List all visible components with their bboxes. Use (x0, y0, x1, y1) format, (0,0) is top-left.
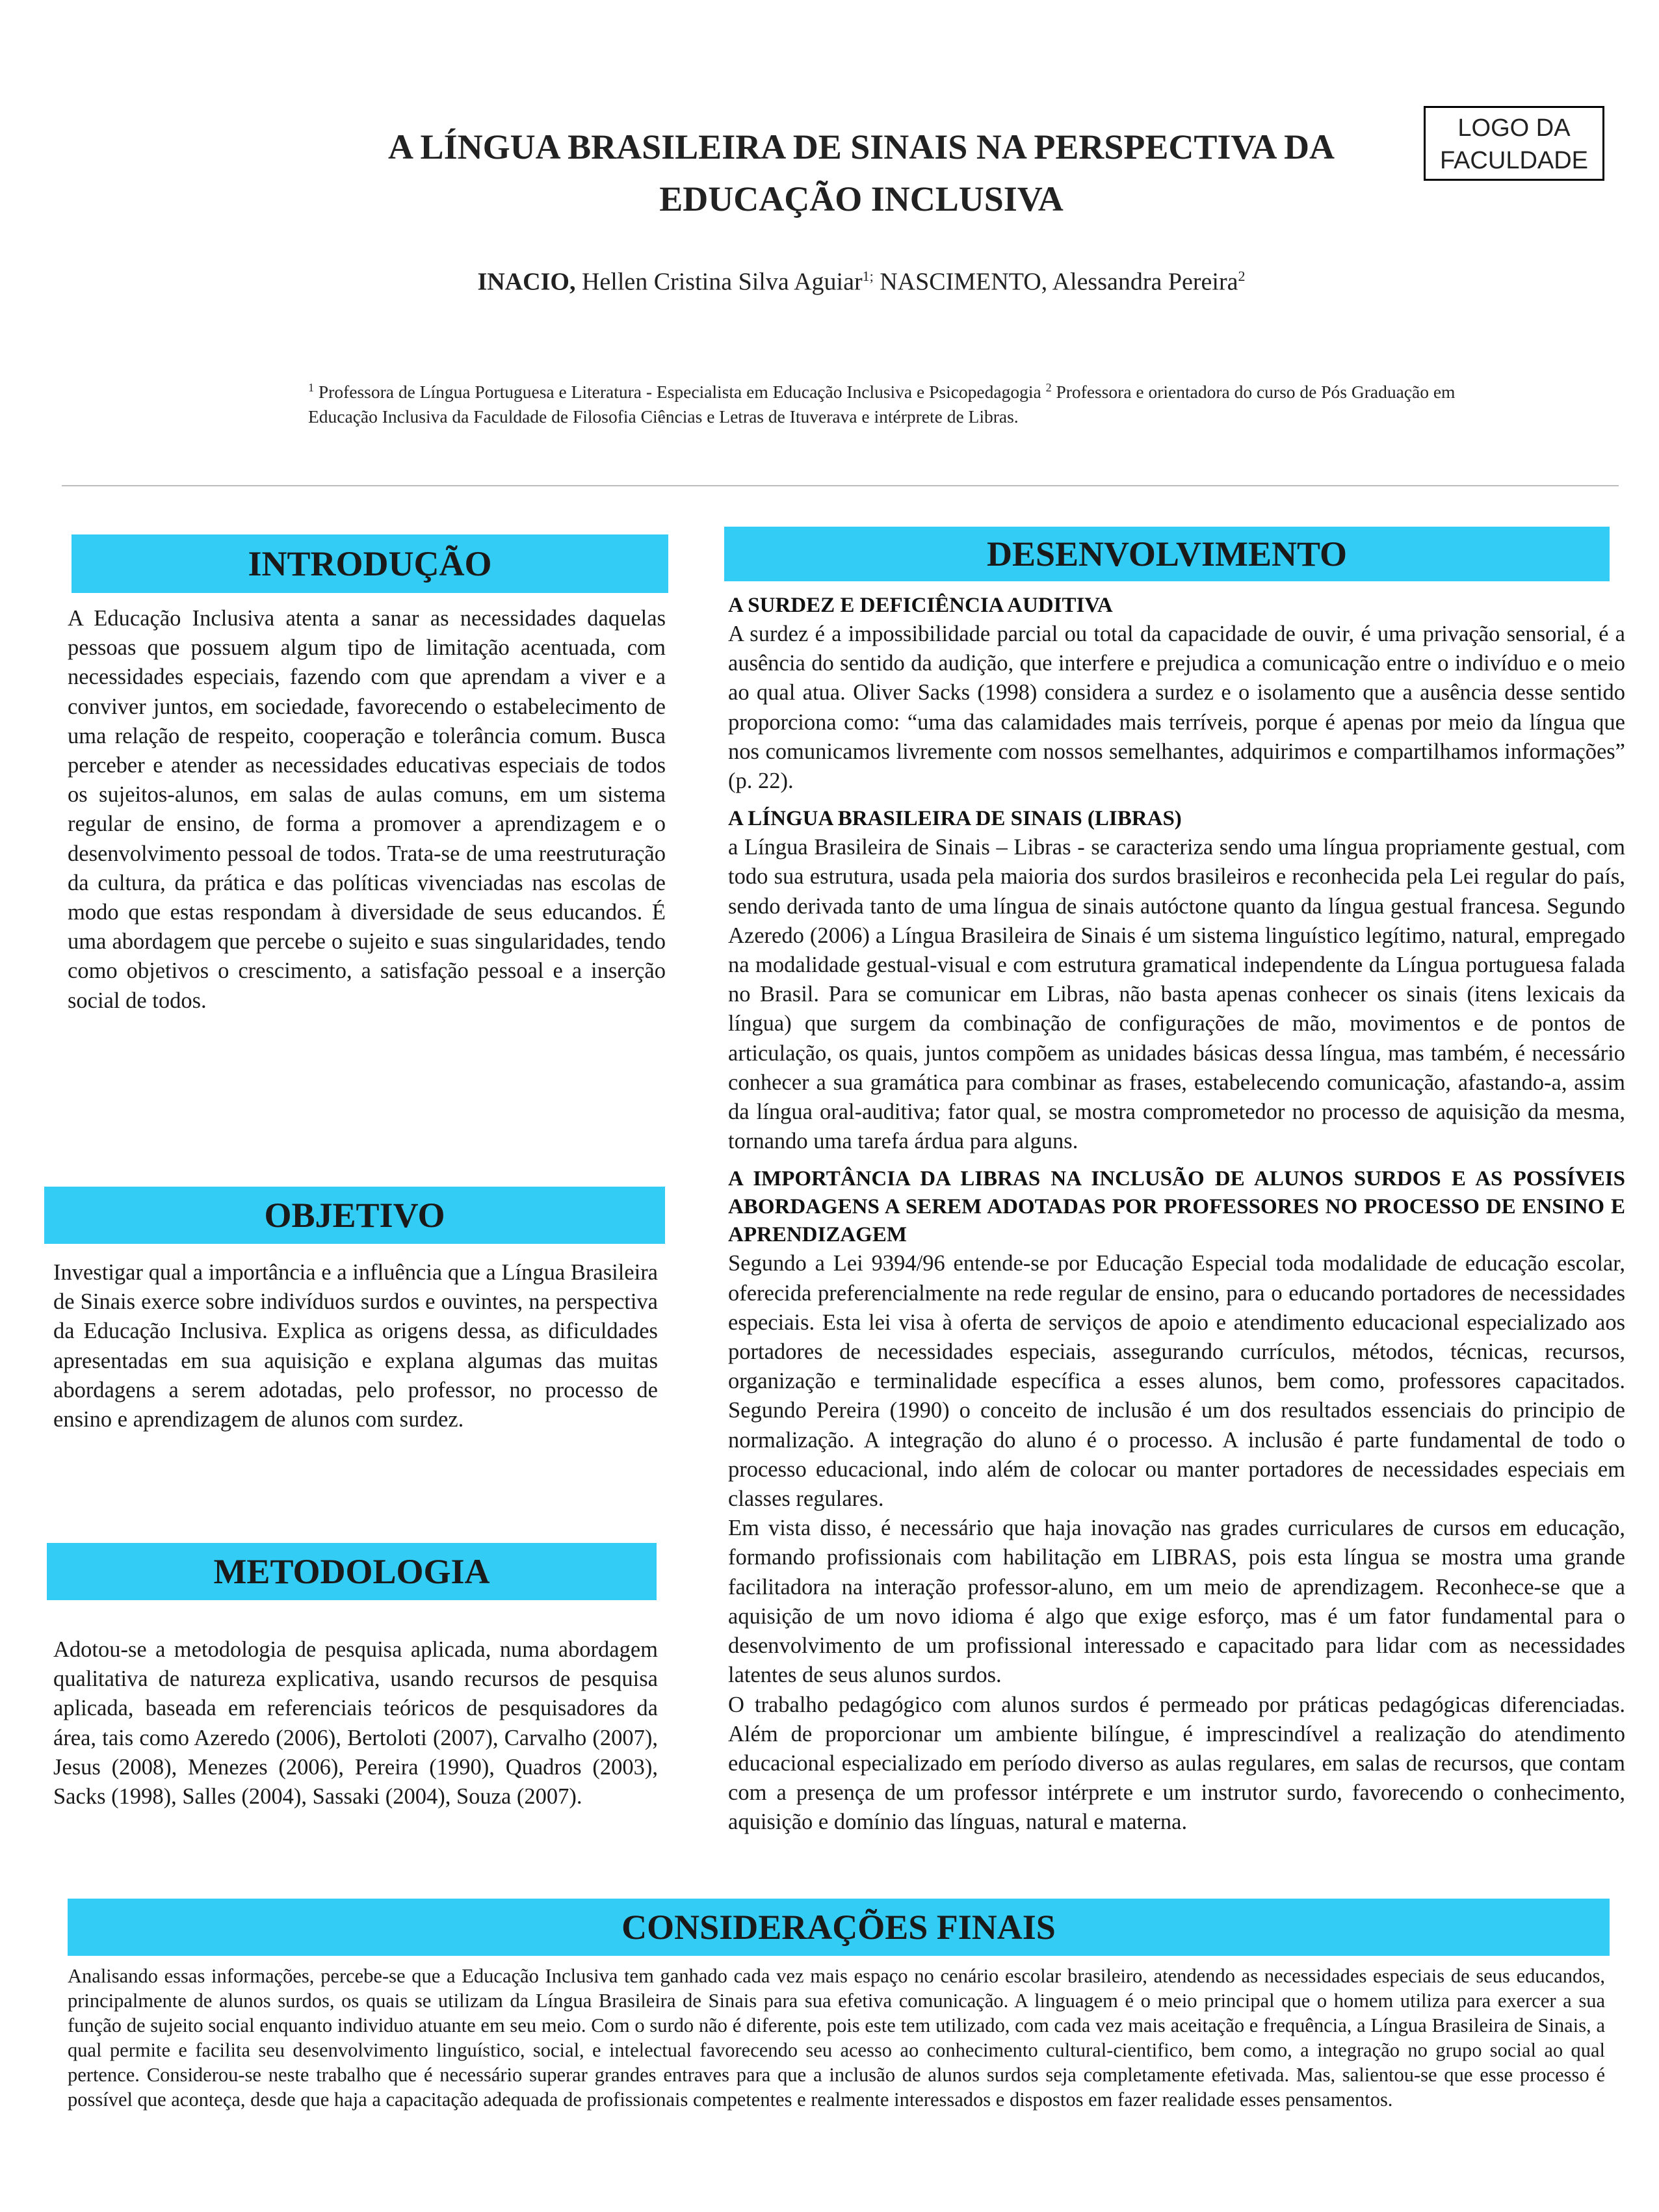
title-line-2: EDUCAÇÃO INCLUSIVA (659, 179, 1064, 218)
header-divider (62, 485, 1619, 486)
affil-sup-1: 1 (308, 381, 314, 394)
author2-sup: 2 (1238, 268, 1246, 284)
authors (260, 260, 1463, 298)
objetivo-text: Investigar qual a importância e a influência que a Língua Brasileira de Sinais exerce sobre indivíduos surdos e ouvintes, na perspectiva da Educação Inclusiva. Explica as origens dessa, as dificuldades apresentadas em sua aquisição e explana algumas das muitas abordagens a serem adotadas, pelo professor, no processo de ensino e aprendizagem de alunos com surdez. (53, 1260, 658, 1432)
consideracoes-heading: CONSIDERAÇÕES FINAIS (68, 1899, 1610, 1956)
affil-sup-2: 2 (1045, 381, 1052, 394)
section-importancia (728, 1165, 1625, 1837)
subheading-importancia: A IMPORTÂNCIA DA LIBRAS NA INCLUSÃO DE ALUNOS SURDOS E AS POSSÍVEIS ABORDAGENS A SEREM ADOTADAS POR PROFESSORES NO PROCESSO DE ENSINO E APRENDIZAGEM (728, 1167, 1625, 1247)
page-title (260, 121, 1463, 225)
author2-name: NASCIMENTO, Alessandra Pereira (880, 268, 1238, 296)
title-line-1: A LÍNGUA BRASILEIRA DE SINAIS NA PERSPECTIVA DA (388, 127, 1335, 166)
logo-placeholder (1424, 106, 1604, 181)
text-libras: a Língua Brasileira de Sinais – Libras - se caracteriza sendo uma língua propriamente gestual, com todo sua estrutura, usada pela maioria dos surdos brasileiros e reconhecida pela Lei regular do país, sendo derivada tanto de uma língua de sinais autóctone quanto da língua gestual francesa. Segundo Azeredo (2006) a Língua Brasileira de Sinais é um sistema linguístico legítimo, natural, empregado na modalidade gestual-visual e com estrutura gramatical independente da Língua portuguesa falada no Brasil. Para se comunicar em Libras, não basta apenas conhecer os sinais (itens lexicais da língua) que surgem da combinação de configurações de mão, movimentos e de pontos de articulação, os quais, juntos compõem as unidades básicas dessa língua, mas também, é necessário conhecer a sua gramática para combinar as frases, estabelecendo comunicação, afastando-a, assim da língua oral-auditiva; fator qual, se mostra comprometedor no processo de aquisição da mesma, tornando uma tarefa árdua para alguns. (728, 835, 1625, 1154)
affiliations (308, 375, 1465, 429)
section-libras (728, 805, 1625, 1156)
affil-text-1: Professora de Língua Portuguesa e Literatura - Especialista em Educação Inclusiva e Psicopedagogia (318, 382, 1041, 402)
logo-line-2: FACULDADE (1439, 147, 1589, 174)
text-importancia-3: O trabalho pedagógico com alunos surdos é permeado por práticas pedagógicas diferenciadas. Além de proporcionar um ambiente bilíngue, é imprescindível a realização do atendimento educacional especializado em período diverso as aulas regulares, em salas de recursos, que contam com a presença de um professor intérprete e um instrutor surdo, favorecendo o conhecimento, aquisição e domínio das línguas, natural e materna. (728, 1692, 1625, 1835)
objetivo-heading: OBJETIVO (44, 1187, 665, 1244)
section-surdez (728, 592, 1625, 796)
affil-text-2: Professora e orientadora do curso de Pós Graduação em Educação Inclusiva da Faculdade de Filosofia Ciências e Letras de Ituverava e intérprete de Libras. (308, 382, 1456, 427)
desenvolvimento-body (728, 592, 1625, 1847)
author1-sup: 1; (862, 268, 874, 284)
metodologia-heading: METODOLOGIA (47, 1543, 657, 1600)
logo-line-1: LOGO DA (1457, 114, 1571, 142)
subheading-libras: A LÍNGUA BRASILEIRA DE SINAIS (LIBRAS) (728, 807, 1182, 831)
intro-heading: INTRODUÇÃO (72, 534, 668, 593)
text-importancia-1: Segundo a Lei 9394/96 entende-se por Educação Especial toda modalidade de educação escolar, oferecida preferencialmente na rede regular de ensino, para o educando portadores de necessidades especiais. Esta lei visa à oferta de serviços de apoio e atendimento educacional especializado aos portadores de necessidades especiais, assegurando currículos, métodos, técnicas, recursos, organização e terminalidade específica a esses alunos, bem como, professores capacitados. Segundo Pereira (1990) o conceito de inclusão é um dos resultados essenciais do principio de normalização. A integração do aluno é o processo. A inclusão é parte fundamental de todo o processo educacional, indo além de colocar ou manter portadores de necessidades especiais em classes regulares. (728, 1251, 1625, 1512)
author1-surname: INACIO, (477, 268, 576, 296)
text-importancia-2: Em vista disso, é necessário que haja inovação nas grades curriculares de cursos em educação, formando profissionais com habilitação em LIBRAS, pois esta língua se mostra uma grande facilitadora na interação professor-aluno, em um meio de aprendizagem. Reconhece-se que a aquisição de um novo idioma é algo que exige esforço, mas é um fator fundamental para o desenvolvimento de um profissional interessado e capacitado para lidar com as necessidades latentes de seus alunos surdos. (728, 1516, 1625, 1688)
metodologia-text: Adotou-se a metodologia de pesquisa aplicada, numa abordagem qualitativa de natureza explicativa, usando recursos de pesquisa aplicada, baseada em referenciais teóricos de pesquisadores da área, tais como Azeredo (2006), Bertoloti (2007), Carvalho (2007), Jesus (2008), Menezes (2006), Pereira (1990), Quadros (2003), Sacks (1998), Salles (2004), Sassaki (2004), Souza (2007). (53, 1637, 658, 1810)
consideracoes-text: Analisando essas informações, percebe-se que a Educação Inclusiva tem ganhado cada vez mais espaço no cenário escolar brasileiro, atendendo as necessidades especiais de seus educandos, principalmente de alunos surdos, os quais se utilizam da Língua Brasileira de Sinais para sua efetiva comunicação. A linguagem é o meio principal que o homem utiliza para exercer a sua função de sujeito social enquanto individuo atuante em seu meio. Com o surdo não é diferente, pois este tem utilizado, com cada vez mais aceitação e frequência, a Língua Brasileira de Sinais, a qual permite e facilita seu desenvolvimento linguístico, social, e intelectual favorecendo seu acesso ao conhecimento cultural-cientifico, bem como, a integração no grupo social ao qual pertence. Considerou-se neste trabalho que é necessário superar grandes entraves para que a inclusão de alunos surdos seja completamente efetivada. Mas, salientou-se que esse processo é possível que aconteça, desde que haja a capacitação adequada de profissionais competentes e realmente interessados e dispostos em fazer realidade esses pensamentos. (68, 1965, 1605, 2111)
text-surdez: A surdez é a impossibilidade parcial ou total da capacidade de ouvir, é uma privação sensorial, é a ausência do sentido da audição, que interfere e prejudica a comunicação entre o indivíduo e o meio ao qual atua. Oliver Sacks (1998) considera a surdez e o isolamento que a ausência desse sentido proporciona como: “uma das calamidades mais terríveis, porque é apenas por meio da língua que nos comunicamos livremente com nossos semelhantes, adquirimos e compartilhamos informações” (p. 22). (728, 622, 1625, 794)
author1-name: Hellen Cristina Silva Aguiar (581, 268, 863, 296)
subheading-surdez: A SURDEZ E DEFICIÊNCIA AUDITIVA (728, 594, 1113, 617)
desenvolvimento-heading: DESENVOLVIMENTO (724, 527, 1610, 581)
intro-text: A Educação Inclusiva atenta a sanar as necessidades daquelas pessoas que possuem algum tipo de limitação acentuada, com necessidades especiais, fazendo com que aprendam a viver e a conviver juntos, em sociedade, favorecendo o estabelecimento de uma relação de respeito, cooperação e tolerância comum. Busca perceber e atender as necessidades educativas especiais de todos os sujeitos-alunos, em salas de aulas comuns, em um sistema regular de ensino, de forma a promover a aprendizagem e o desenvolvimento pessoal de todos. Trata-se de uma reestruturação da cultura, da prática e das políticas vivenciadas nas escolas de modo que estas respondam à diversidade de seus educandos. É uma abordagem que percebe o sujeito e suas singularidades, tendo como objetivos o crescimento, a satisfação pessoal e a inserção social de todos. (68, 606, 666, 1013)
